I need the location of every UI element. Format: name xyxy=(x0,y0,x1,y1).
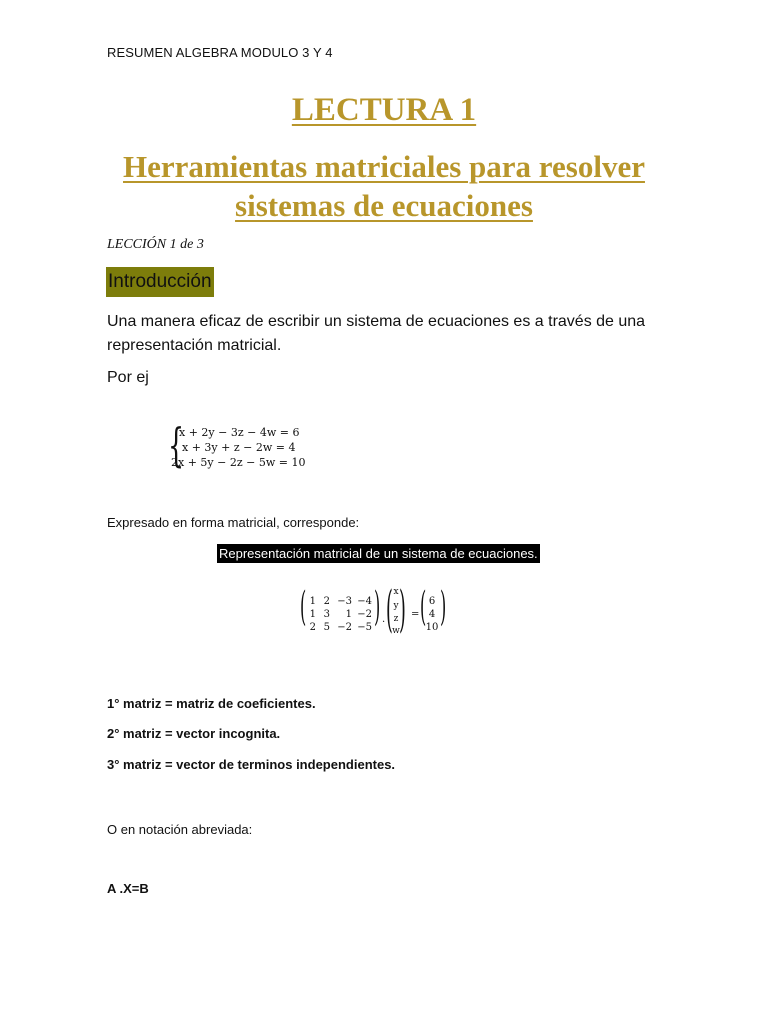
a-21: 1 xyxy=(309,609,316,620)
left-paren-x: ( xyxy=(386,580,393,638)
lesson-label: LECCIÓN 1 de 3 xyxy=(107,237,204,252)
right-paren-a: ) xyxy=(374,584,381,630)
intro-paragraph: Una manera eficaz de escribir un sistema de ecuaciones es a través de una representación matricial. xyxy=(107,313,646,354)
a-11: 1 xyxy=(309,596,316,607)
b-3: 10 xyxy=(425,622,439,633)
a-34: −5 xyxy=(357,622,372,633)
a-23: 1 xyxy=(345,609,352,620)
a-12: 2 xyxy=(323,596,330,607)
left-paren-b: ( xyxy=(420,584,427,630)
short-form-equation: A .X=B xyxy=(107,881,149,896)
a-22: 3 xyxy=(323,609,330,620)
definition-1: 1° matriz = matriz de coeficientes. xyxy=(107,696,316,711)
notation-text: O en notación abreviada: xyxy=(107,822,253,837)
equals-sign: = xyxy=(411,609,420,620)
subtitle-line-1: Herramientas matriciales para resolver xyxy=(123,149,645,184)
brace-symbol: { xyxy=(168,418,185,472)
right-paren-x: ) xyxy=(399,580,406,638)
left-paren-a: ( xyxy=(300,584,307,630)
x-2: y xyxy=(393,601,399,611)
definition-2: 2° matriz = vector incognita. xyxy=(107,726,281,741)
b-1: 6 xyxy=(428,596,436,607)
section-heading: Introducción xyxy=(106,267,214,297)
matrix-equation xyxy=(300,580,460,638)
equation-2: x + 3y + z − 2w = 4 xyxy=(182,441,296,454)
a-14: −4 xyxy=(357,596,372,607)
a-24: −2 xyxy=(357,609,372,620)
a-31: 2 xyxy=(309,622,316,633)
subtitle-line-2: sistemas de ecuaciones xyxy=(235,188,533,223)
x-4: w xyxy=(392,626,400,636)
lecture-title: LECTURA 1 xyxy=(291,92,477,128)
x-3: z xyxy=(393,614,399,624)
definition-3: 3° matriz = vector de terminos independientes. xyxy=(107,757,396,772)
document-header: RESUMEN ALGEBRA MODULO 3 Y 4 xyxy=(107,45,333,60)
equation-system xyxy=(168,418,348,472)
x-1: x xyxy=(393,587,399,597)
b-2: 4 xyxy=(428,609,436,620)
highlighted-caption: Representación matricial de un sistema de ecuaciones. xyxy=(219,546,538,561)
dot-operator: . xyxy=(382,614,386,625)
right-paren-b: ) xyxy=(440,584,447,630)
equation-3: 2x + 5y − 2z − 5w = 10 xyxy=(171,456,306,469)
a-13: −3 xyxy=(337,596,352,607)
example-label: Por ej xyxy=(107,369,149,386)
lecture-subtitle xyxy=(0,147,768,225)
expressed-text: Expresado en forma matricial, corresponde: xyxy=(107,515,360,530)
equation-1: x + 2y − 3z − 4w = 6 xyxy=(179,426,300,439)
a-33: −2 xyxy=(337,622,352,633)
a-32: 5 xyxy=(323,622,330,633)
